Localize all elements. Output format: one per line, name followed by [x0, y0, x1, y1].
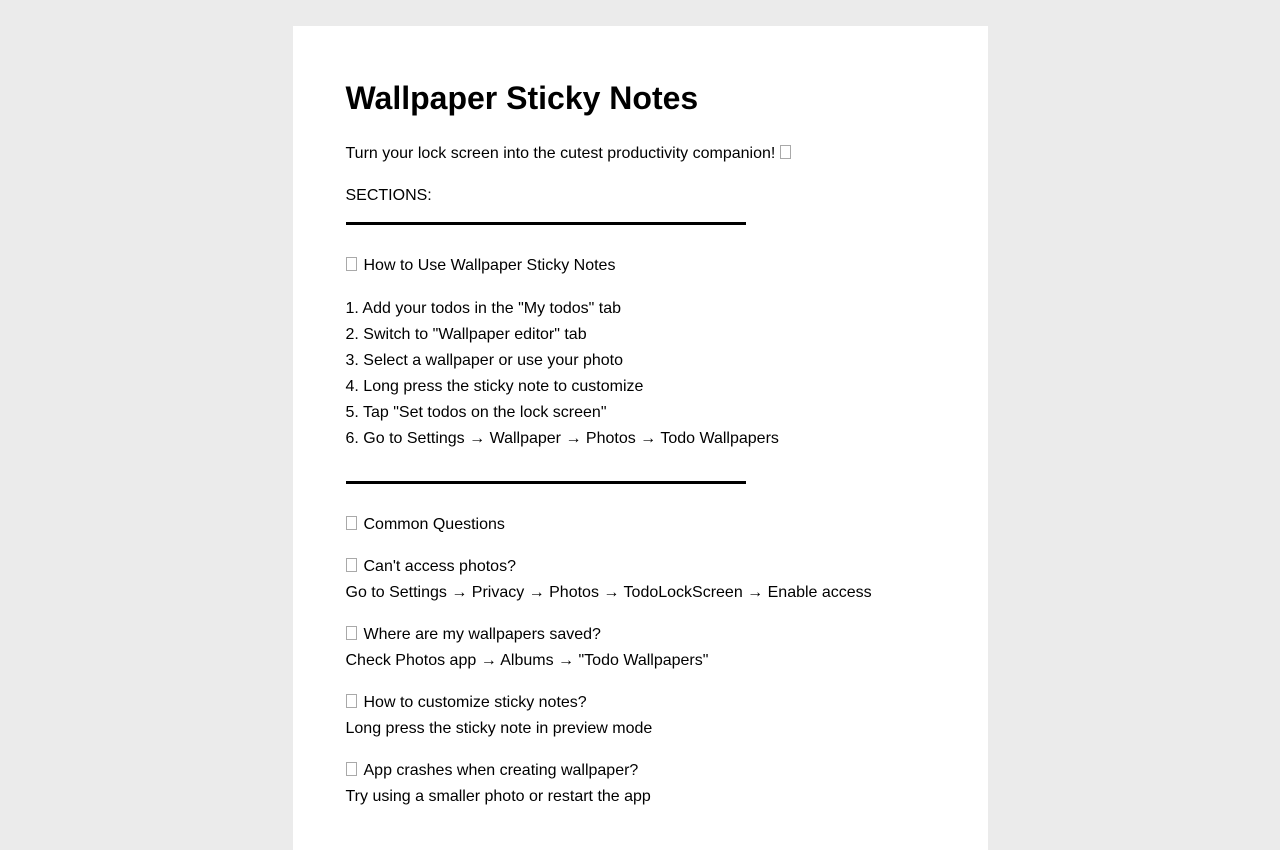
- missing-glyph-icon: [346, 762, 357, 776]
- section-divider: [346, 222, 746, 225]
- faq-question-label: How to customize sticky notes?: [363, 694, 587, 711]
- howto-step-line: 3. Select a wallpaper or use your photo: [345, 352, 623, 369]
- faq-question: [346, 758, 935, 784]
- faq-question-label: App crashes when creating wallpaper?: [363, 762, 639, 779]
- missing-glyph-icon: [346, 626, 357, 640]
- howto-step-line: 4. Long press the sticky note to customize: [345, 378, 644, 395]
- howto-step-line: 1. Add your todos in the "My todos" tab: [345, 300, 622, 317]
- faq-item: [346, 758, 935, 810]
- faq-question-label: Where are my wallpapers saved?: [363, 626, 601, 643]
- howto-heading-label: How to Use Wallpaper Sticky Notes: [363, 257, 616, 274]
- page-title: Wallpaper Sticky Notes: [345, 80, 699, 116]
- document-page: [293, 26, 988, 850]
- howto-step-line: 5. Tap "Set todos on the lock screen": [345, 404, 607, 421]
- howto-heading: [346, 253, 935, 279]
- faq-answer: Go to Settings → Privacy → Photos → TodoLockScreen → Enable access: [345, 584, 872, 601]
- section-divider: [346, 481, 746, 484]
- faq-heading: [346, 512, 935, 538]
- missing-glyph-icon: [780, 145, 791, 159]
- faq-answer: Check Photos app → Albums → "Todo Wallpapers": [345, 652, 709, 669]
- missing-glyph-icon: [346, 516, 357, 530]
- faq-item: [346, 554, 935, 606]
- howto-steps-list: [346, 296, 935, 452]
- faq-answer: Try using a smaller photo or restart the app: [345, 788, 651, 805]
- missing-glyph-icon: [346, 257, 357, 271]
- faq-answer: Long press the sticky note in preview mode: [345, 720, 653, 737]
- howto-step-line: 6. Go to Settings → Wallpaper → Photos → Todo Wallpapers: [345, 430, 779, 447]
- faq-question: [346, 554, 935, 580]
- faq-question-label: Can't access photos?: [363, 558, 516, 575]
- intro-text-label: Turn your lock screen into the cutest productivity companion!: [345, 145, 776, 162]
- sections-label: SECTIONS:: [345, 187, 432, 204]
- faq-question: [346, 622, 935, 648]
- faq-heading-label: Common Questions: [363, 516, 505, 533]
- faq-item: [346, 690, 935, 742]
- howto-step-line: 2. Switch to "Wallpaper editor" tab: [345, 326, 587, 343]
- faq-item: [346, 622, 935, 674]
- missing-glyph-icon: [346, 558, 357, 572]
- intro-text: [346, 141, 935, 167]
- missing-glyph-icon: [346, 694, 357, 708]
- faq-question: [346, 690, 935, 716]
- faq-list: [346, 554, 935, 810]
